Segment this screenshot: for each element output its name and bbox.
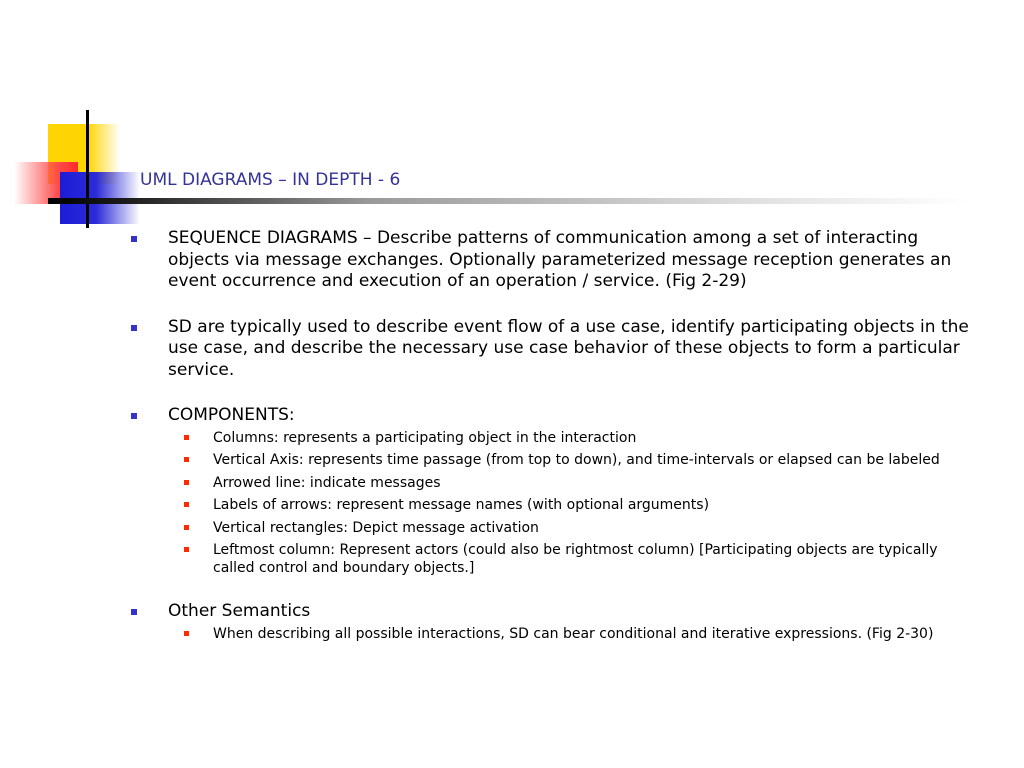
bullet-square-icon [131,325,137,331]
bullet-text: COMPONENTS: [168,405,295,425]
bullet-other-semantics [130,601,980,643]
bullet-components [130,405,980,577]
sub-bullet-square-icon [184,502,189,507]
sub-bullet-vertical-axis [168,451,980,469]
sub-bullet-text: Vertical rectangles: Depict message activation [213,519,539,536]
sub-bullet-leftmost-column [168,541,980,577]
sub-bullet-labels-of-arrows [168,496,980,514]
slide-title: UML DIAGRAMS – IN DEPTH - 6 [140,170,401,190]
bullet-square-icon [131,413,137,419]
slide-content [130,228,980,667]
sub-bullet-interactions [168,625,980,643]
bullet-square-icon [131,236,137,242]
sub-bullet-square-icon [184,631,189,636]
sub-bullet-text: Arrowed line: indicate messages [213,474,441,491]
sub-bullet-text: Labels of arrows: represent message names (with optional arguments) [213,497,710,513]
sub-bullet-columns [168,429,980,447]
other-semantics-sub-list [168,625,980,643]
bullet-sequence-diagrams [130,228,980,293]
bullet-text: Other Semantics [168,601,311,621]
sub-bullet-text: When describing all possible interactions, SD can bear conditional and iterative expressions. (Fig 2-30) [213,625,934,642]
sub-bullet-square-icon [184,480,189,485]
sub-bullet-text: Columns: represents a participating object in the interaction [213,429,637,446]
vertical-rule-decoration [86,110,89,228]
bullet-text: SEQUENCE DIAGRAMS – Describe patterns of communication among a set of interacting objects via message exchanges. Optionally parameterized message reception generates an event occurrence and execution of an operation / service. (Fig 2-29) [168,228,952,291]
sub-bullet-text: Vertical Axis: represents time passage (from top to down), and time-intervals or elapsed can be labeled [213,452,940,468]
sub-bullet-text: Leftmost column: Represent actors (could also be rightmost column) [Participating objects are typically called control and boundary objects.] [213,542,938,576]
bullet-text: SD are typically used to describe event flow of a use case, identify participating objects in the use case, and describe the necessary use case behavior of these objects to form a particular service. [168,316,969,380]
sub-bullet-square-icon [184,435,189,440]
components-sub-list [168,429,980,578]
slide-logo [0,0,140,240]
sub-bullet-vertical-rectangles [168,519,980,537]
title-underline-decoration [48,198,968,204]
bullet-sd-usage [130,317,980,382]
sub-bullet-square-icon [184,457,189,462]
bullet-square-icon [131,609,137,615]
sub-bullet-arrowed-line [168,474,980,492]
sub-bullet-square-icon [184,547,189,552]
sub-bullet-square-icon [184,525,189,530]
